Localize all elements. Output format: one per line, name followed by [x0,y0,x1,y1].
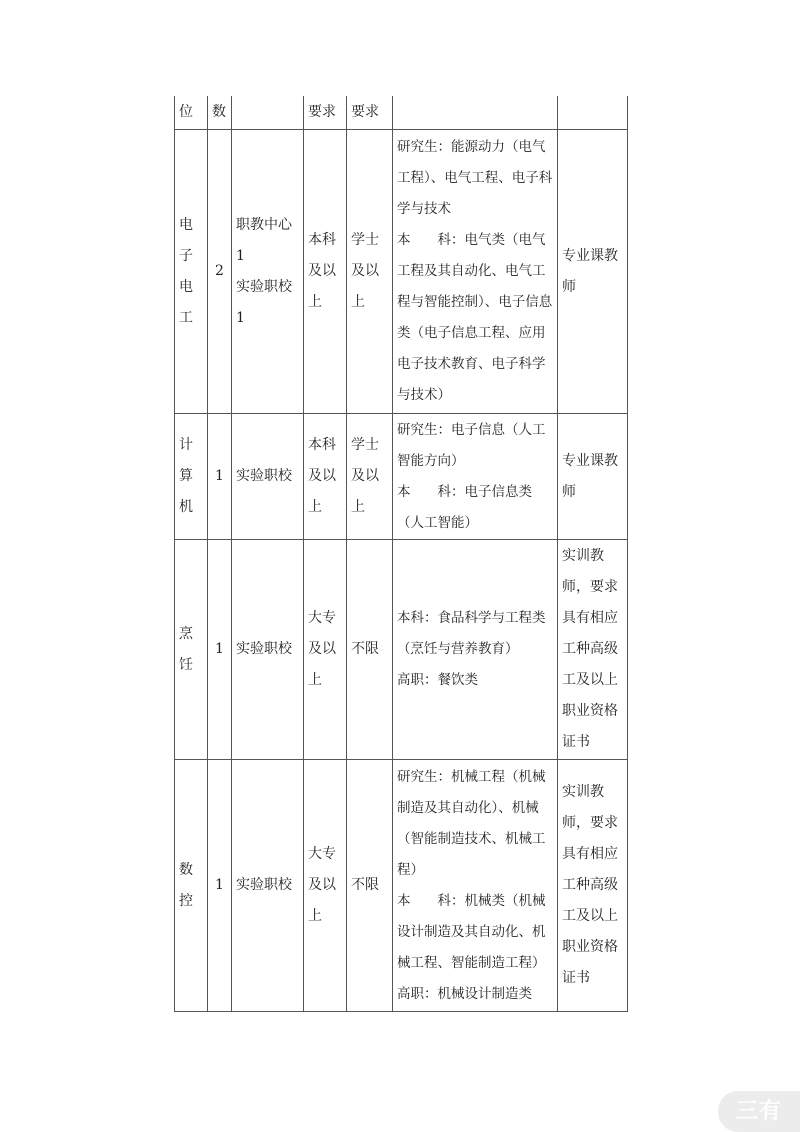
table-row [175,414,628,540]
degree-cell: 学士 及以 上 [347,414,393,540]
degree-cell: 学士 及以 上 [347,130,393,414]
count-cell: 2 [208,130,232,414]
header-cell-degree: 要求 [347,96,393,130]
count-cell: 1 [208,540,232,760]
table-row [175,130,628,414]
header-cell-note [558,96,628,130]
header-cell-post: 位 [175,96,208,130]
count-cell: 1 [208,760,232,1012]
post-cell: 电 子 电 工 [175,130,208,414]
post-cell: 计 算 机 [175,414,208,540]
header-cell-unit [232,96,304,130]
major-cell: 研究生：电子信息（人工智能方向） 本 科：电子信息类（人工智能） [393,414,558,540]
education-cell: 大专 及以 上 [304,540,347,760]
unit-cell: 实验职校 [232,414,304,540]
count-cell: 1 [208,414,232,540]
watermark-badge: 三有 [718,1091,800,1132]
table-header-row [175,96,628,130]
post-cell: 烹 饪 [175,540,208,760]
note-cell: 专业课教师 [558,414,628,540]
table-row [175,540,628,760]
table-row [175,760,628,1012]
major-cell: 本科：食品科学与工程类（烹饪与营养教育） 高职：餐饮类 [393,540,558,760]
education-cell: 大专 及以 上 [304,760,347,1012]
major-cell: 研究生：机械工程（机械制造及其自动化）、机械（智能制造技术、机械工程） 本 科：机械类（机械设计制造及其自动化、机械工程、智能制造工程） 高职：机械设计制造类 [393,760,558,1012]
note-cell: 实训教师，要求具有相应工种高级工及以上职业资格证书 [558,540,628,760]
unit-cell: 职教中心 1 实验职校 1 [232,130,304,414]
degree-cell: 不限 [347,540,393,760]
education-cell: 本科 及以 上 [304,130,347,414]
unit-cell: 实验职校 [232,540,304,760]
header-cell-major [393,96,558,130]
degree-cell: 不限 [347,760,393,1012]
education-cell: 本科 及以 上 [304,414,347,540]
post-cell: 数 控 [175,760,208,1012]
major-cell: 研究生：能源动力（电气工程）、电气工程、电子科学与技术 本 科：电气类（电气工程及其自动化、电气工程与智能控制）、电子信息类（电子信息工程、应用电子技术教育、电子科学与技术） [393,130,558,414]
note-cell: 专业课教师 [558,130,628,414]
recruitment-table [174,96,628,1012]
note-cell: 实训教师，要求具有相应工种高级工及以上职业资格证书 [558,760,628,1012]
header-cell-count: 数 [208,96,232,130]
header-cell-edu: 要求 [304,96,347,130]
unit-cell: 实验职校 [232,760,304,1012]
